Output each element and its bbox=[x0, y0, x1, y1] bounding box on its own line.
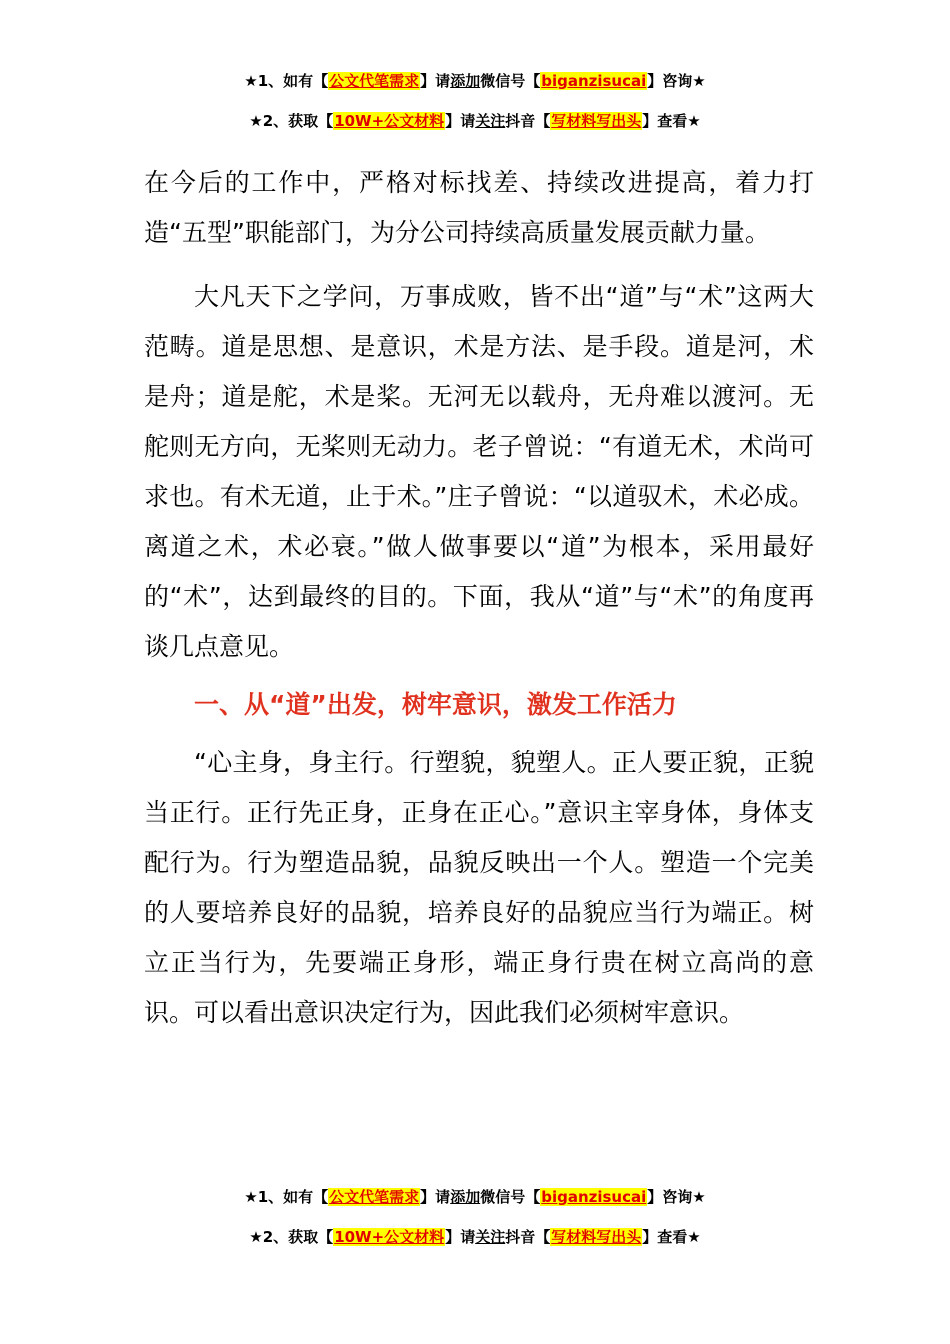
banner-underlined-text: 添加 bbox=[450, 72, 481, 90]
banner-line-2-top bbox=[0, 110, 950, 132]
paragraph-2: 大凡天下之学问，万事成败，皆不出“道”与“术”这两大范畴。道是思想、是意识，术是方法、是手段。道是河，术是舟；道是舵，术是桨。无河无以载舟，无舟难以渡河。无舵则无方向，无桨则无动力。老子曾说：“有道无术，术尚可求也。有术无道，止于术。”庄子曾说：“以道驭术，术必成。离道之术，术必衰。”做人做事要以“道”为根本，采用最好的“术”，达到最终的目的。下面，我从“道”与“术”的角度再谈几点意见。 bbox=[144, 282, 814, 661]
banner-highlight: 10W+公文材料 bbox=[334, 1228, 445, 1246]
banner-underlined-text: 关注 bbox=[475, 1228, 506, 1246]
banner-text: ★2、获取【 bbox=[249, 112, 334, 130]
banner-line-1-bottom bbox=[0, 1186, 950, 1208]
banner-douyin-account: 写材料写出头 bbox=[551, 1228, 642, 1246]
document-body bbox=[144, 158, 814, 1038]
banner-text: 微信号【 bbox=[480, 1188, 541, 1206]
banner-text: 】咨询★ bbox=[647, 1188, 706, 1206]
banner-text: 微信号【 bbox=[480, 72, 541, 90]
paragraph-3: “心主身，身主行。行塑貌，貌塑人。正人要正貌，正貌当正行。正行先正身，正身在正心。”意识主宰身体，身体支配行为。行为塑造品貌，品貌反映出一个人。塑造一个完美的人要培养良好的品貌，培养良好的品貌应当行为端正。树立正当行为，先要端正身形，端正身行贵在树立高尚的意识。可以看出意识决定行为，因此我们必须树牢意识。 bbox=[144, 748, 814, 1027]
banner-wechat-id: biganzisucai bbox=[541, 72, 647, 90]
banner-underlined-text: 关注 bbox=[475, 112, 506, 130]
banner-text: ★1、如有【 bbox=[244, 1188, 329, 1206]
banner-text: 】咨询★ bbox=[647, 72, 706, 90]
banner-douyin-account: 写材料写出头 bbox=[551, 112, 642, 130]
banner-highlight: 10W+公文材料 bbox=[334, 112, 445, 130]
banner-line-2-bottom bbox=[0, 1226, 950, 1248]
banner-highlight: 公文代笔需求 bbox=[329, 72, 420, 90]
banner-underlined-text: 添加 bbox=[450, 1188, 481, 1206]
banner-text: 抖音【 bbox=[505, 112, 551, 130]
banner-text: 】查看★ bbox=[642, 1228, 701, 1246]
banner-text: ★2、获取【 bbox=[249, 1228, 334, 1246]
section-heading-1: 一、从“道”出发，树牢意识，激发工作活力 bbox=[194, 690, 677, 719]
banner-line-1-top bbox=[0, 70, 950, 92]
banner-text: 】请 bbox=[445, 1228, 476, 1246]
paragraph-1: 在今后的工作中，严格对标找差、持续改进提高，着力打造“五型”职能部门，为分公司持续高质量发展贡献力量。 bbox=[144, 168, 814, 247]
banner-highlight: 公文代笔需求 bbox=[329, 1188, 420, 1206]
banner-text: 】请 bbox=[420, 72, 451, 90]
banner-text: 】请 bbox=[420, 1188, 451, 1206]
banner-text: 】查看★ bbox=[642, 112, 701, 130]
banner-text: ★1、如有【 bbox=[244, 72, 329, 90]
banner-text: 抖音【 bbox=[505, 1228, 551, 1246]
banner-text: 】请 bbox=[445, 112, 476, 130]
banner-wechat-id: biganzisucai bbox=[541, 1188, 647, 1206]
